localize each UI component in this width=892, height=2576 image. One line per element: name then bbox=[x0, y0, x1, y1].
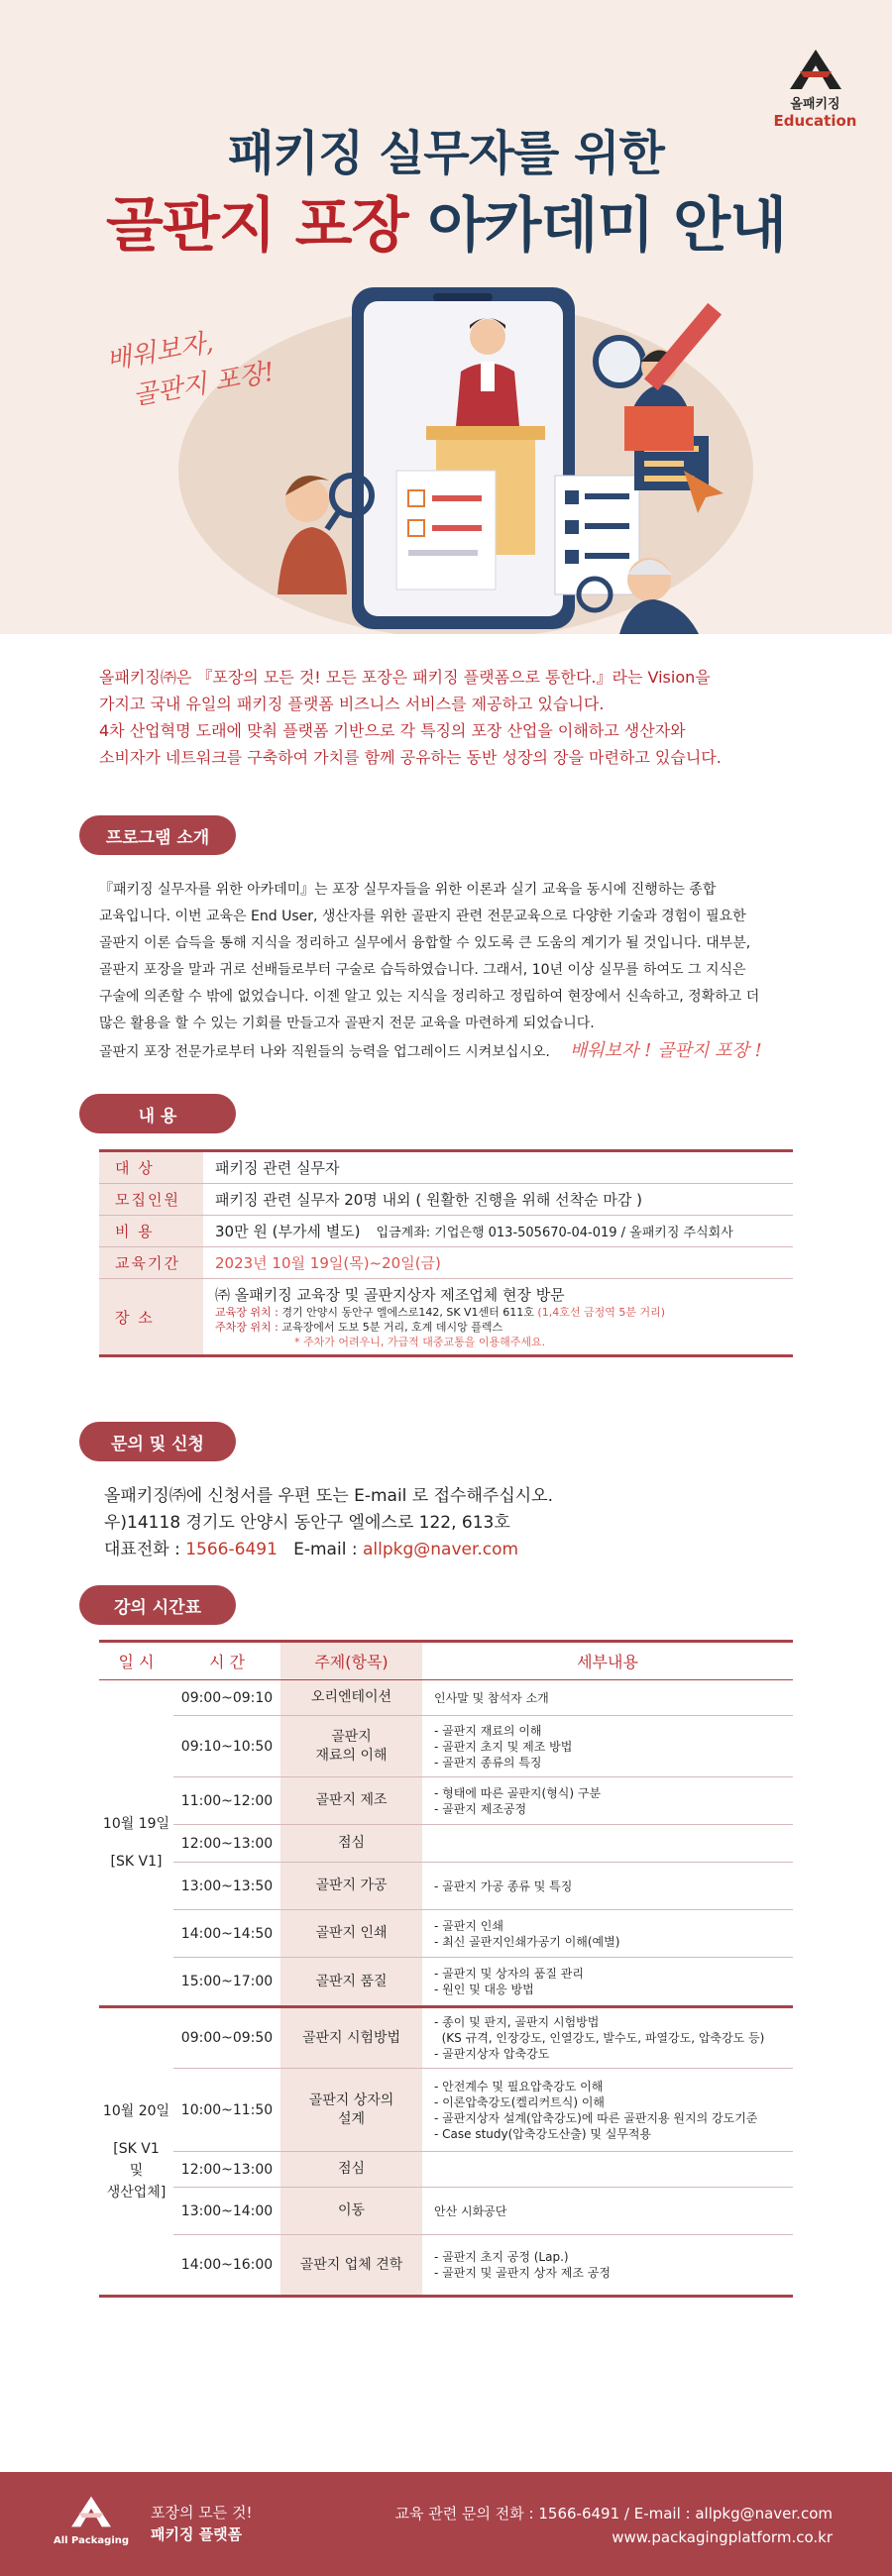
phone-label: 대표전화 : bbox=[104, 1540, 180, 1559]
schedule-detail-item: - 골판지 제조공정 bbox=[434, 1801, 527, 1816]
schedule-detail-item: - Case study(압축강도산출) 및 실무적용 bbox=[434, 2126, 652, 2141]
schedule-topic: 골판지 시험방법 bbox=[280, 2008, 422, 2068]
schedule-details bbox=[422, 1680, 793, 1715]
program-line: 골판지 포장을 말과 귀로 선배들로부터 구술로 습득하였습니다. 그래서, 10년 이상 실무를 하여도 그 지식은 bbox=[99, 962, 746, 978]
schedule-day1 bbox=[99, 1680, 793, 2008]
schedule-detail-item: - 이론압축강도(켈리커트식) 이해 bbox=[434, 2094, 606, 2109]
schedule-header: 시 간 bbox=[209, 1653, 245, 1671]
content-label: 비 용 bbox=[99, 1216, 203, 1246]
hero-script-line1: 배워보자, bbox=[104, 327, 216, 376]
schedule-time: 13:00~14:00 bbox=[180, 2202, 274, 2219]
email-label: E-mail : bbox=[293, 1540, 358, 1559]
schedule-detail-item: - 골판지 재료의 이해 bbox=[434, 1723, 542, 1738]
schedule-time: 10:00~11:50 bbox=[180, 2101, 274, 2118]
content-label: 대 상 bbox=[99, 1152, 203, 1183]
schedule-detail-item: 안산 시화공단 bbox=[434, 2203, 507, 2218]
schedule-header-row bbox=[99, 1643, 793, 1680]
brand-logo-text: 올패키징 bbox=[790, 97, 840, 112]
content-row-fee bbox=[99, 1216, 793, 1247]
schedule-time: 09:00~09:10 bbox=[180, 1689, 274, 1706]
day1-date: 10월 19일 bbox=[102, 1816, 170, 1832]
schedule-row bbox=[173, 1863, 793, 1910]
schedule-topic: 골판지 가공 bbox=[280, 1863, 422, 1909]
program-line: 구술에 의존할 수 밖에 없었습니다. 이젠 알고 있는 지식을 정리하고 정립하여 현장에서 신속하고, 정확하고 더 bbox=[99, 989, 760, 1005]
schedule-day2 bbox=[99, 2008, 793, 2298]
content-row-place bbox=[99, 1279, 793, 1354]
program-description bbox=[99, 877, 793, 1066]
schedule-time: 12:00~13:00 bbox=[180, 1835, 274, 1852]
schedule-row bbox=[173, 1777, 793, 1825]
schedule-time: 15:00~17:00 bbox=[180, 1974, 274, 1989]
schedule-detail-item: (KS 규격, 인장강도, 인열강도, 발수도, 파열강도, 압축강도 등) bbox=[434, 2031, 765, 2045]
place-parking-value: 교육장에서 도보 5분 거리, 호계 데시앙 플렉스 bbox=[281, 1321, 503, 1334]
footer-site-link[interactable]: www.packagingplatform.co.kr bbox=[612, 2528, 833, 2546]
schedule-time: 11:00~12:00 bbox=[180, 1792, 274, 1809]
place-edu-value: 경기 안양시 동안구 엘에스로142, SK V1센터 611호 bbox=[281, 1306, 534, 1319]
schedule-detail-item: 인사말 및 참석자 소개 bbox=[434, 1690, 549, 1705]
schedule-detail-item: - 골판지 초지 및 제조 방법 bbox=[434, 1739, 573, 1754]
contact-info bbox=[104, 1483, 553, 1563]
schedule-detail-item: - 골판지 종류의 특징 bbox=[434, 1755, 542, 1770]
place-details bbox=[215, 1284, 665, 1349]
contact-line: 올패키징㈜에 신청서를 우편 또는 E-mail 로 접수해주십시오. bbox=[104, 1486, 553, 1506]
schedule-row bbox=[173, 2188, 793, 2235]
schedule-details bbox=[422, 1777, 793, 1824]
section-header-schedule: 강의 시간표 bbox=[79, 1585, 236, 1625]
schedule-detail-item: - 골판지상자 설계(압축강도)에 따른 골판지용 원지의 강도기준 bbox=[434, 2110, 758, 2125]
schedule-detail-item: - 최신 골판지인쇄가공기 이해(예별) bbox=[434, 1934, 620, 1949]
day1-place: [SK V1] bbox=[110, 1854, 163, 1870]
schedule-topic: 골판지 제조 bbox=[280, 1777, 422, 1824]
intro-text bbox=[99, 664, 813, 771]
email-address[interactable]: allpkg@naver.com bbox=[362, 1540, 519, 1559]
schedule-topic: 이동 bbox=[280, 2188, 422, 2234]
program-line: 많은 활용을 할 수 있는 기회를 만들고자 골판지 전문 교육을 마련하게 되었습니다. bbox=[99, 1016, 595, 1031]
schedule-time: 13:00~13:50 bbox=[180, 1878, 274, 1894]
schedule-row bbox=[173, 1825, 793, 1863]
content-row-recruit bbox=[99, 1184, 793, 1216]
phone-number[interactable]: 1566-6491 bbox=[185, 1540, 278, 1559]
schedule-detail-item: - 원인 및 대응 방법 bbox=[434, 1983, 534, 1996]
content-label: 교육기간 bbox=[99, 1247, 203, 1278]
schedule-row bbox=[173, 1680, 793, 1716]
fee-value: 30만 원 (부가세 별도) bbox=[215, 1223, 361, 1240]
program-script: 배워보자 ! 골판지 포장 ! bbox=[569, 1040, 762, 1061]
footer-contact bbox=[395, 2502, 833, 2549]
schedule-row bbox=[173, 2152, 793, 2188]
schedule-time: 12:00~13:00 bbox=[180, 2161, 274, 2178]
schedule-details bbox=[422, 1910, 793, 1957]
schedule-table bbox=[99, 1640, 793, 2298]
brand-logo-icon bbox=[786, 48, 845, 91]
program-line: 골판지 이론 습득을 통해 지식을 정리하고 실무에서 융합할 수 있도록 큰 도움의 계기가 될 것입니다. 대부분, bbox=[99, 935, 751, 951]
hero-illustration bbox=[0, 268, 892, 634]
schedule-detail-item: - 골판지 및 골판지 상자 제조 공정 bbox=[434, 2266, 611, 2280]
schedule-details bbox=[422, 1863, 793, 1909]
schedule-topic: 점심 bbox=[280, 2152, 422, 2187]
program-line: 교육입니다. 이번 교육은 End User, 생산자를 위한 골판지 관련 전문교육으로 다양한 기술과 경험이 필요한 bbox=[99, 909, 746, 924]
content-value bbox=[203, 1216, 793, 1246]
day1-label bbox=[99, 1680, 173, 2005]
schedule-details bbox=[422, 2235, 793, 2295]
schedule-details bbox=[422, 2008, 793, 2068]
hero-script-line2: 골판지 포장! bbox=[130, 357, 278, 412]
section-header-content: 내 용 bbox=[79, 1094, 236, 1133]
footer-slogan2: 패키징 플랫폼 bbox=[151, 2525, 243, 2543]
schedule-details bbox=[422, 1825, 793, 1862]
content-value bbox=[203, 1279, 793, 1354]
schedule-details bbox=[422, 2152, 793, 2187]
schedule-details bbox=[422, 2188, 793, 2234]
schedule-topic: 골판지 상자의 설계 bbox=[280, 2069, 422, 2151]
content-label: 모집인원 bbox=[99, 1184, 203, 1215]
intro-line: 소비자가 네트워크를 구축하여 가치를 함께 공유하는 동반 성장의 장을 마련하고 있습니다. bbox=[99, 748, 722, 767]
schedule-detail-item: - 종이 및 판지, 골판지 시험방법 bbox=[434, 2015, 600, 2029]
place-edu-label: 교육장 위치 : bbox=[215, 1306, 279, 1319]
contact-phone-line bbox=[104, 1537, 553, 1563]
schedule-row bbox=[173, 1910, 793, 1958]
schedule-detail-item: - 형태에 따른 골판지(형식) 구분 bbox=[434, 1785, 602, 1800]
hero-banner bbox=[0, 0, 892, 634]
footer-contact-line: 교육 관련 문의 전화 : 1566-6491 / E-mail : allpkg@naver.com bbox=[394, 2505, 833, 2522]
section-header-contact: 문의 및 신청 bbox=[79, 1422, 236, 1461]
schedule-detail-item: - 골판지 및 상자의 품질 관리 bbox=[434, 1967, 584, 1981]
schedule-header: 세부내용 bbox=[577, 1653, 638, 1671]
schedule-row bbox=[173, 2069, 793, 2152]
schedule-row bbox=[173, 1716, 793, 1777]
day2-place3: 생산업체] bbox=[106, 2184, 167, 2200]
schedule-row bbox=[173, 2008, 793, 2069]
schedule-topic: 골판지 업체 견학 bbox=[280, 2235, 422, 2295]
footer-logo bbox=[52, 2494, 131, 2546]
place-parking-label: 주차장 위치 : bbox=[215, 1321, 279, 1334]
schedule-row bbox=[173, 1958, 793, 2005]
schedule-details bbox=[422, 1958, 793, 2005]
schedule-time: 09:10~10:50 bbox=[180, 1738, 274, 1755]
footer-slogan bbox=[151, 2502, 253, 2545]
day2-date: 10월 20일 bbox=[102, 2102, 170, 2119]
schedule-topic: 점심 bbox=[280, 1825, 422, 1862]
schedule-detail-item: - 안전계수 및 필요압축강도 이해 bbox=[434, 2079, 604, 2093]
day2-place1: [SK V1 bbox=[113, 2140, 160, 2157]
footer-logo-text: All Packaging bbox=[53, 2535, 130, 2546]
place-warning: * 주차가 어려우니, 가급적 대중교통을 이용해주세요. bbox=[294, 1336, 546, 1348]
place-main: ㈜ 올패키징 교육장 및 골판지상자 제조업체 현장 방문 bbox=[215, 1286, 565, 1304]
fee-note: 입금계좌: 기업은행 013-505670-04-019 / 올패키징 주식회사 bbox=[376, 1226, 733, 1240]
schedule-topic: 오리엔테이션 bbox=[280, 1680, 422, 1715]
place-edu-note: (1,4호선 금정역 5분 거리) bbox=[537, 1306, 665, 1319]
schedule-detail-item: - 골판지 인쇄 bbox=[434, 1918, 503, 1933]
content-label: 장 소 bbox=[99, 1279, 203, 1354]
program-line: 『패키징 실무자를 위한 아카데미』는 포장 실무자들을 위한 이론과 실기 교육을 동시에 진행하는 종합 bbox=[99, 882, 717, 898]
intro-line: 올패키징㈜은 『포장의 모든 것! 모든 포장은 패키징 플랫폼으로 통한다.』라는 Vision을 bbox=[99, 668, 711, 687]
intro-line: 가지고 국내 유일의 패키징 플랫폼 비즈니스 서비스를 제공하고 있습니다. bbox=[99, 695, 605, 713]
content-row-period bbox=[99, 1247, 793, 1279]
footer-slogan1: 포장의 모든 것! bbox=[151, 2504, 253, 2522]
schedule-topic: 골판지 품질 bbox=[280, 1958, 422, 2005]
day2-place2: 및 bbox=[129, 2162, 144, 2179]
brand-logo-edu: Education bbox=[773, 112, 857, 130]
schedule-details bbox=[422, 2069, 793, 2151]
day2-label bbox=[99, 2008, 173, 2295]
schedule-topic: 골판지 재료의 이해 bbox=[280, 1716, 422, 1776]
footer-logo-icon bbox=[68, 2494, 114, 2529]
program-last-line bbox=[99, 1037, 793, 1066]
content-row-target bbox=[99, 1152, 793, 1184]
place-edu bbox=[215, 1305, 665, 1320]
schedule-header: 주제(항목) bbox=[280, 1643, 422, 1679]
content-value: 패키징 관련 실무자 20명 내외 ( 원활한 진행을 위해 선착순 마감 ) bbox=[215, 1191, 643, 1209]
content-value: 패키징 관련 실무자 bbox=[215, 1159, 340, 1177]
program-last-text: 골판지 포장 전문가로부터 나와 직원들의 능력을 업그레이드 시켜보십시오. bbox=[99, 1044, 550, 1060]
schedule-topic: 골판지 인쇄 bbox=[280, 1910, 422, 1957]
day1-rows bbox=[173, 1680, 793, 2005]
intro-line: 4차 산업혁명 도래에 맞춰 플랫폼 기반으로 각 특징의 포장 산업을 이해하고 생산자와 bbox=[99, 721, 686, 740]
content-table bbox=[99, 1149, 793, 1357]
footer bbox=[0, 2472, 892, 2576]
content-value: 2023년 10월 19일(목)~20일(금) bbox=[215, 1254, 441, 1272]
hero-title-line2 bbox=[0, 178, 892, 264]
schedule-details bbox=[422, 1716, 793, 1776]
schedule-detail-item: - 골판지상자 압축강도 bbox=[434, 2047, 550, 2061]
schedule-time: 14:00~14:50 bbox=[180, 1925, 274, 1942]
schedule-detail-item: - 골판지 가공 종류 및 특징 bbox=[434, 1878, 573, 1893]
section-header-program: 프로그램 소개 bbox=[79, 815, 236, 855]
hero-title-navy: 아카데미 안내 bbox=[427, 191, 787, 261]
schedule-row bbox=[173, 2235, 793, 2295]
schedule-detail-item: - 골판지 초지 공정 (Lap.) bbox=[434, 2250, 569, 2264]
schedule-time: 09:00~09:50 bbox=[180, 2030, 274, 2046]
schedule-header: 일 시 bbox=[118, 1653, 155, 1671]
contact-line: 우)14118 경기도 안양시 동안구 엘에스로 122, 613호 bbox=[104, 1513, 510, 1533]
hero-title-line1: 패키징 실무자를 위한 bbox=[228, 126, 664, 181]
schedule-time: 14:00~16:00 bbox=[180, 2257, 274, 2273]
day2-rows bbox=[173, 2008, 793, 2295]
hero-title-red: 골판지 포장 bbox=[105, 191, 408, 261]
place-parking bbox=[215, 1320, 665, 1335]
